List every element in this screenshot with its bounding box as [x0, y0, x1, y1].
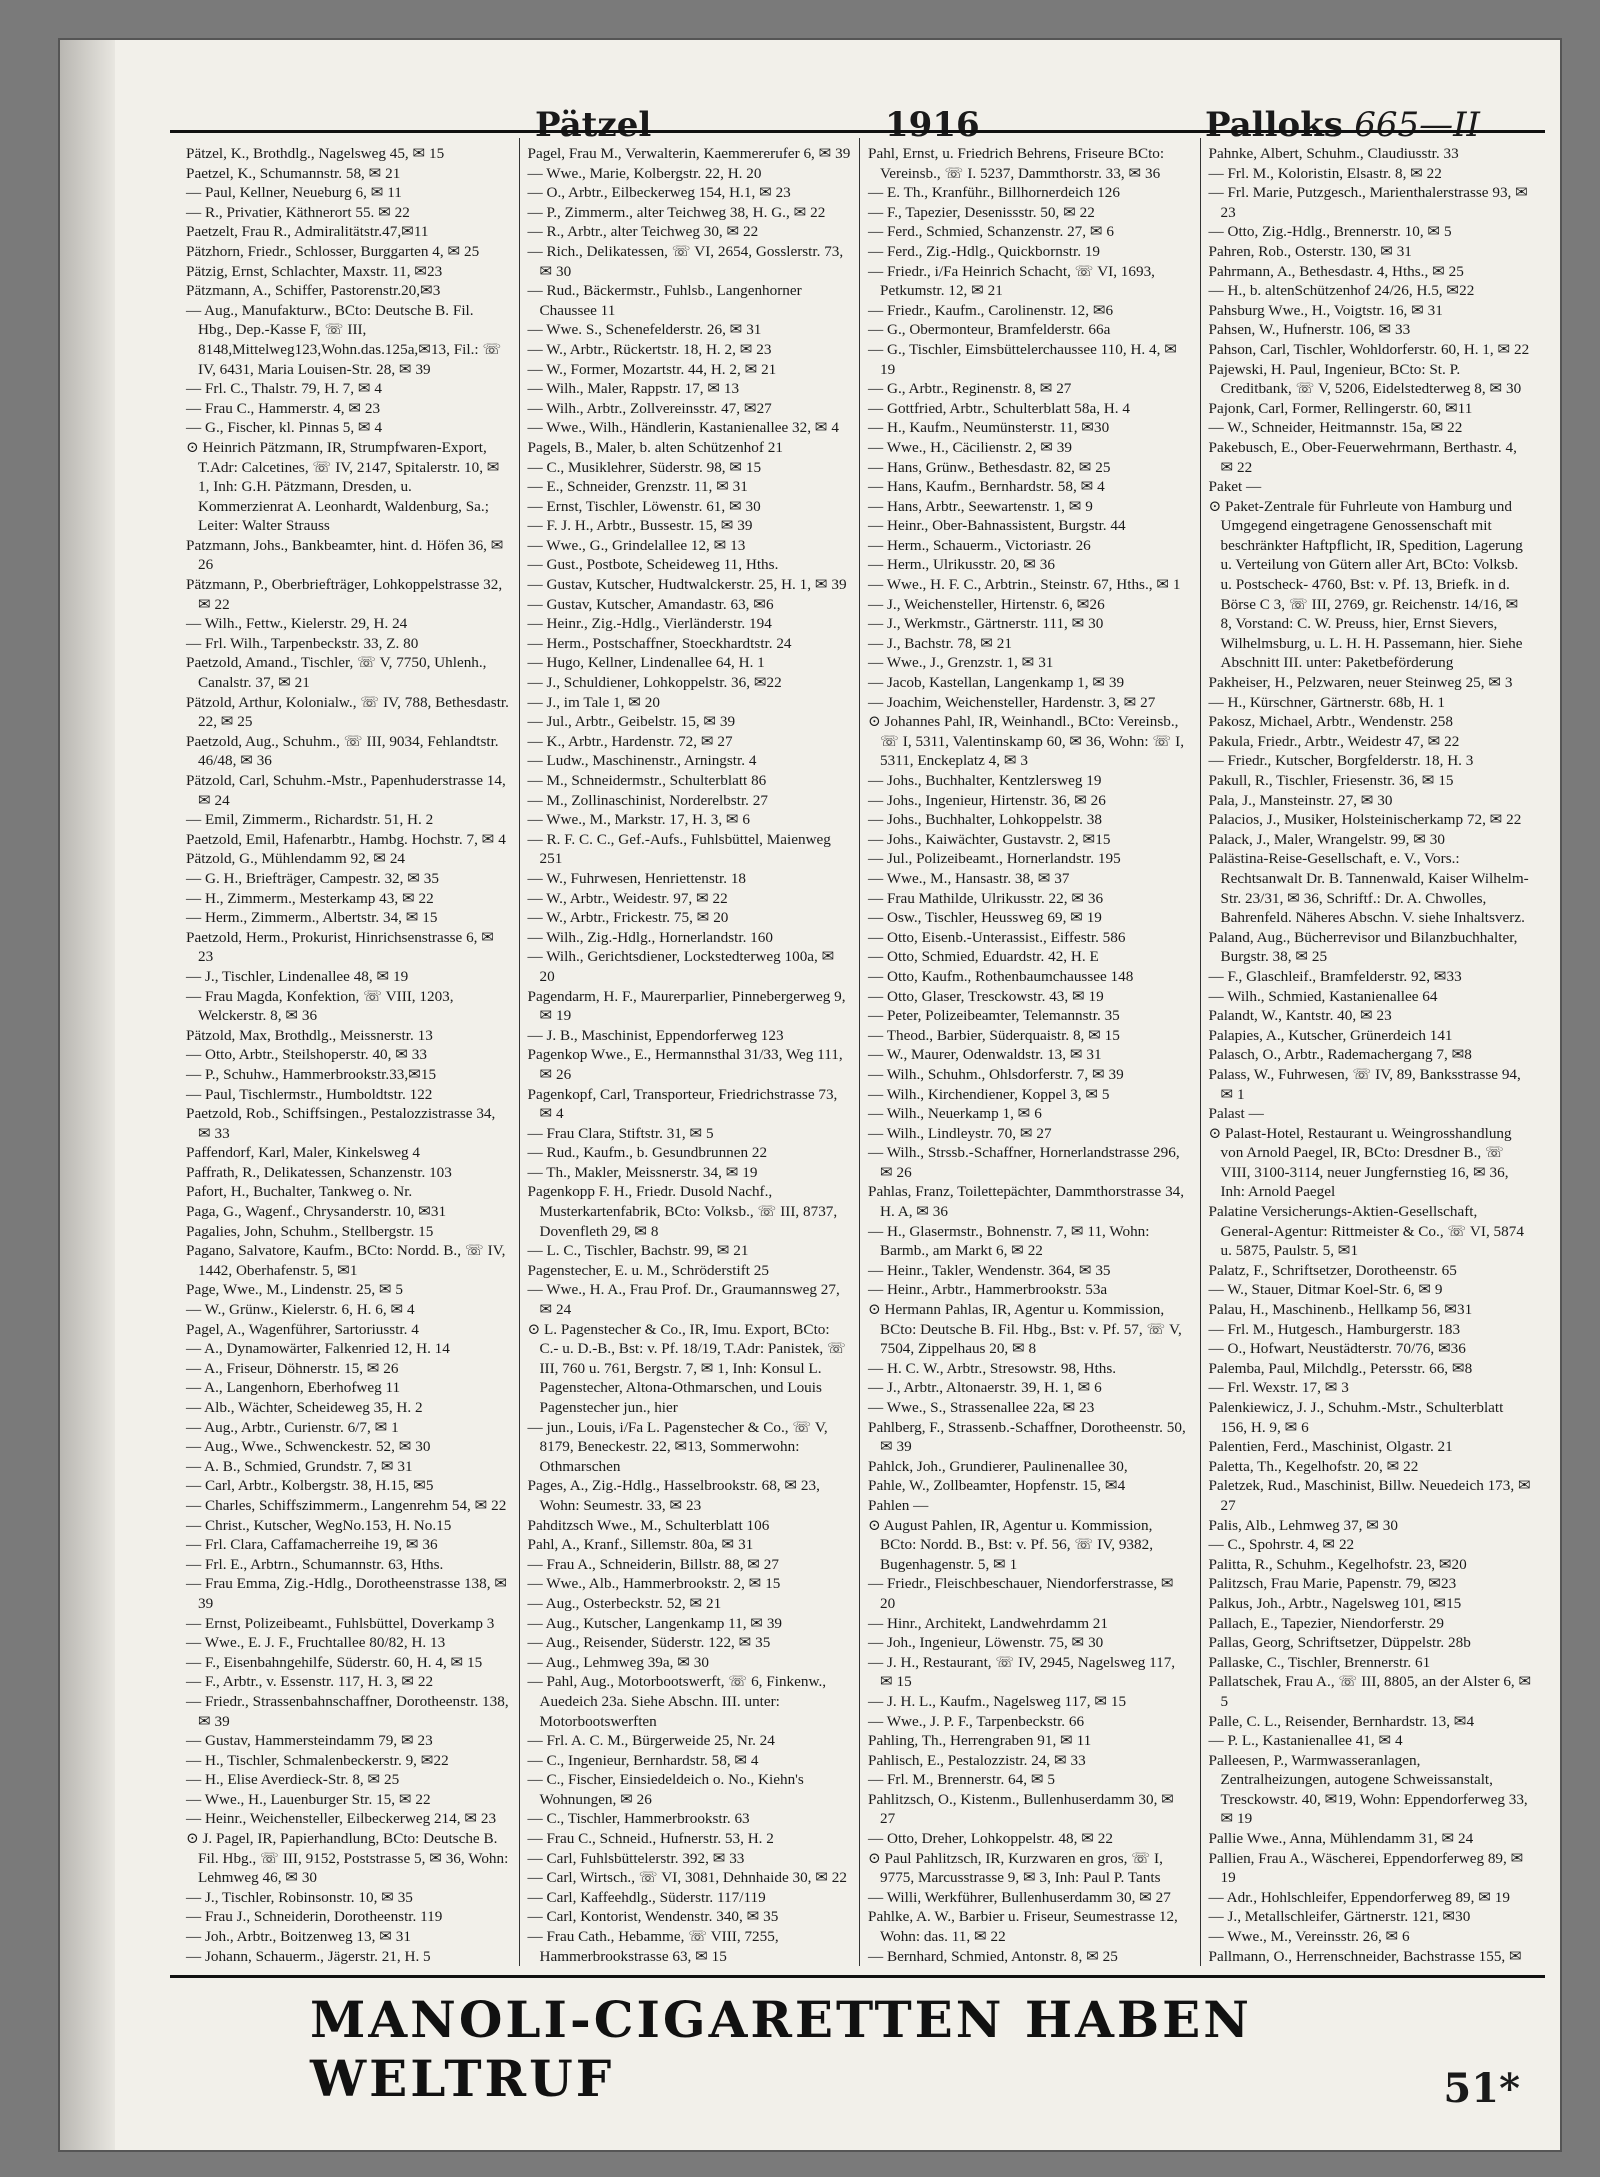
- directory-entry: — Charles, Schiffszimmerm., Langenrehm 54, ✉ 22: [186, 1496, 507, 1514]
- directory-entry: — J., Bachstr. 78, ✉ 21: [868, 634, 1012, 652]
- directory-entry: Pätzold, Max, Brothdlg., Meissnerstr. 13: [186, 1026, 433, 1044]
- directory-entry: — Frau J., Schneiderin, Dorotheenstr. 119: [186, 1908, 443, 1926]
- directory-entry: — H., Kaufm., Neumünsterstr. 11, ✉30: [868, 419, 1110, 437]
- directory-entry: Pagano, Salvatore, Kaufm., BCto: Nordd. B., ☏ IV, 1442, Oberhafenstr. 5, ✉1: [186, 1242, 506, 1279]
- directory-entry: — Frau Magda, Konfektion, ☏ VIII, 1203, Welckerstr. 8, ✉ 36: [186, 987, 454, 1025]
- directory-entry: — Wwe., M., Hansastr. 38, ✉ 37: [868, 869, 1070, 887]
- directory-entry: — Frl. A. C. M., Bürgerweide 25, Nr. 24: [527, 1732, 775, 1750]
- directory-entry: — jun., Louis, i/Fa L. Pagenstecher & Co., ☏ V, 8179, Beneckestr. 22, ✉13, Sommerwohn: Othmarschen: [527, 1418, 828, 1475]
- directory-entry: Palacios, J., Musiker, Holsteinischerkamp 72, ✉ 22: [1208, 811, 1522, 829]
- directory-entry: — Jul., Arbtr., Geibelstr. 15, ✉ 39: [527, 713, 736, 731]
- directory-entry: — Christ., Kutscher, WegNo.153, H. No.15: [186, 1516, 452, 1534]
- directory-entry: Pahsburg Wwe., H., Voigtstr. 16, ✉ 31: [1208, 301, 1443, 319]
- directory-entry: — H., Elise Averdieck-Str. 8, ✉ 25: [186, 1771, 400, 1789]
- directory-entry: Pallien, Frau A., Wäscherei, Eppendorferweg 89, ✉ 19: [1208, 1849, 1524, 1887]
- directory-entry: Pagenkopp F. H., Friedr. Dusold Nachf., Musterkartenfabrik, BCto: Volksb., ☏ III, 8737, Dovenfleth 29, ✉ 8: [527, 1183, 838, 1240]
- directory-entry: — C., Fischer, Einsiedeldeich o. No., Kiehn's Wohnungen, ✉ 26: [527, 1771, 804, 1808]
- directory-entry: — J., Weichensteller, Hirtenstr. 6, ✉26: [868, 595, 1105, 613]
- directory-entry: — Wwe., J., Grenzstr. 1, ✉ 31: [868, 654, 1054, 672]
- directory-entry: Pakebusch, E., Ober-Feuerwehrmann, Berthastr. 4, ✉ 22: [1208, 438, 1517, 476]
- directory-entry: ⊙ Palast-Hotel, Restaurant u. Weingrosshandlung von Arnold Paegel, IR, BCto: Dresdner B., ☏ VIII, 3100-3114, neuer Jungfernstieg 16, ✉ 36, Inh: Arnold Paegel: [1208, 1124, 1512, 1201]
- directory-entry: Paetzelt, Frau R., Admiralitätstr.47,✉11: [186, 223, 429, 241]
- directory-entry: — Rud., Kaufm., b. Gesundbrunnen 22: [527, 1144, 768, 1162]
- directory-entry: — M., Zollinaschinist, Norderelbstr. 27: [527, 791, 768, 809]
- directory-entry: Palatine Versicherungs-Aktien-Gesellschaft, General-Agentur: Rittmeister & Co., ☏ VI, 5874 u. 5875, Paulstr. 5, ✉1: [1208, 1203, 1524, 1260]
- directory-entry: Pakheiser, H., Pelzwaren, neuer Steinweg 25, ✉ 3: [1208, 674, 1513, 692]
- directory-entry: — Wwe., M., Markstr. 17, H. 3, ✉ 6: [527, 811, 751, 829]
- directory-entry: Palitzsch, Frau Marie, Papenstr. 79, ✉23: [1208, 1575, 1457, 1593]
- directory-entry: — Aug., Arbtr., Curienstr. 6/7, ✉ 1: [186, 1418, 399, 1436]
- directory-entry: — Aug., Osterbeckstr. 52, ✉ 21: [527, 1594, 722, 1612]
- directory-entry: — P., Zimmerm., alter Teichweg 38, H. G., ✉ 22: [527, 203, 826, 221]
- directory-entry: Pallie Wwe., Anna, Mühlendamm 31, ✉ 24: [1208, 1830, 1474, 1848]
- directory-entry: — J., Arbtr., Altonaerstr. 39, H. 1, ✉ 6: [868, 1379, 1102, 1397]
- directory-entry: — Johs., Buchhalter, Kentzlersweg 19: [868, 772, 1102, 789]
- directory-entry: — H., Kürschner, Gärtnerstr. 68b, H. 1: [1208, 693, 1445, 711]
- directory-entry: — Herm., Zimmerm., Albertstr. 34, ✉ 15: [186, 909, 438, 927]
- directory-entry: Paetzold, Rob., Schiffsingen., Pestalozzistrasse 34, ✉ 33: [186, 1105, 496, 1142]
- directory-entry: — Aug., Lehmweg 39a, ✉ 30: [527, 1653, 709, 1671]
- directory-entry: — Hugo, Kellner, Lindenallee 64, H. 1: [527, 654, 765, 672]
- directory-entry: — Wilh., Lindleystr. 70, ✉ 27: [868, 1124, 1052, 1142]
- directory-entry: — Frl. M., Hutgesch., Hamburgerstr. 183: [1208, 1320, 1461, 1338]
- directory-entry: — R. F. C. C., Gef.-Aufs., Fuhlsbüttel, Maienweg 251: [527, 830, 831, 868]
- directory-entry: — J. H., Restaurant, ☏ IV, 2945, Nagelsweg 117, ✉ 15: [868, 1653, 1176, 1691]
- directory-entry: — Wwe., H., Cäcilienstr. 2, ✉ 39: [868, 438, 1072, 456]
- directory-entry: — Wwe., H. F. C., Arbtrin., Steinstr. 67, Hths., ✉ 1: [868, 576, 1181, 594]
- directory-entry: — Wwe., Alb., Hammerbrookstr. 2, ✉ 15: [527, 1575, 781, 1593]
- directory-entry: — Willi, Werkführer, Bullenhuserdamm 30, ✉ 27: [868, 1888, 1171, 1906]
- directory-entry: — Adr., Hohlschleifer, Eppendorferweg 89, ✉ 19: [1208, 1888, 1510, 1906]
- directory-entry: — Otto, Glaser, Tresckowstr. 43, ✉ 19: [868, 987, 1104, 1005]
- directory-entry: Pahle, W., Zollbeamter, Hopfenstr. 15, ✉4: [868, 1477, 1126, 1495]
- directory-entry: Palast —: [1208, 1105, 1264, 1123]
- directory-entry: Pahson, Carl, Tischler, Wohldorferstr. 60, H. 1, ✉ 22: [1208, 340, 1530, 358]
- directory-entry: — J., Schuldiener, Lohkoppelstr. 36, ✉22: [527, 674, 782, 692]
- directory-entry: Pagel, A., Wagenführer, Sartoriusstr. 4: [186, 1320, 419, 1338]
- directory-entry: — Wwe., Marie, Kolbergstr. 22, H. 20: [527, 164, 762, 182]
- directory-entry: — Hans, Grünw., Bethesdastr. 82, ✉ 25: [868, 458, 1111, 476]
- directory-entry: — Joh., Ingenieur, Löwenstr. 75, ✉ 30: [868, 1634, 1104, 1652]
- directory-entry: Pahl, Ernst, u. Friedrich Behrens, Friseure BCto: Vereinsb., ☏ I. 5237, Dammthorstr. 33, ✉ 36: [868, 145, 1165, 182]
- directory-entry: — Wwe. S., Schenefelderstr. 26, ✉ 31: [527, 321, 762, 339]
- directory-entry: Palass, W., Fuhrwesen, ☏ IV, 89, Banksstrasse 94, ✉ 1: [1208, 1065, 1521, 1103]
- directory-entry: — Ernst, Polizeibeamt., Fuhlsbüttel, Doverkamp 3: [186, 1614, 495, 1632]
- directory-entry: ⊙ J. Pagel, IR, Papierhandlung, BCto: Deutsche B. Fil. Hbg., ☏ III, 9152, Poststrasse 5, ✉ 36, Wohn: Lehmweg 46, ✉ 30: [186, 1830, 509, 1887]
- directory-entry: Paetzold, Herm., Prokurist, Hinrichsenstrasse 6, ✉ 23: [186, 928, 494, 966]
- directory-entry: — Wilh., Schmied, Kastanienallee 64: [1208, 987, 1438, 1005]
- directory-entry: — Otto, Zig.-Hdlg., Brennerstr. 10, ✉ 5: [1208, 223, 1452, 241]
- directory-entry: — Bernhard, Schmied, Antonstr. 8, ✉ 25: [868, 1947, 1118, 1965]
- directory-entry: — W., Schneider, Heitmannstr. 15a, ✉ 22: [1208, 419, 1463, 437]
- directory-entry: Pätzold, Carl, Schuhm.-Mstr., Papenhuderstrasse 14, ✉ 24: [186, 772, 506, 809]
- directory-entry: — W., Former, Mozartstr. 44, H. 2, ✉ 21: [527, 360, 777, 378]
- advertisement-banner: MANOLI-CIGARETTEN HABEN WELTRUF: [310, 1990, 1252, 2108]
- directory-entry: — Frl. Wilh., Tarpenbeckstr. 33, Z. 80: [186, 634, 419, 652]
- directory-columns: [178, 138, 1540, 1966]
- directory-entry: — Aug., Reisender, Süderstr. 122, ✉ 35: [527, 1634, 771, 1652]
- directory-entry: — G., Tischler, Eimsbüttelerchaussee 110, H. 4, ✉ 19: [868, 340, 1177, 378]
- directory-entry: Pala, J., Mansteinstr. 27, ✉ 30: [1208, 791, 1393, 809]
- directory-entry: Pajonk, Carl, Former, Rellingerstr. 60, ✉11: [1208, 399, 1473, 417]
- directory-entry: — Carl, Kaffeehdlg., Süderstr. 117/119: [527, 1888, 766, 1906]
- directory-entry: — Ferd., Zig.-Hdlg., Quickbornstr. 19: [868, 242, 1101, 260]
- directory-entry: — K., Arbtr., Hardenstr. 72, ✉ 27: [527, 732, 733, 750]
- directory-entry: — L. C., Tischler, Bachstr. 99, ✉ 21: [527, 1242, 749, 1260]
- footer-rule: [170, 1975, 1545, 1978]
- directory-entry: Pagel, Frau M., Verwalterin, Kaemmererufer 6, ✉ 39: [527, 145, 851, 162]
- directory-entry: — Gust., Postbote, Scheideweg 11, Hths.: [527, 556, 779, 574]
- directory-entry: Pallatschek, Frau A., ☏ III, 8805, an der Alster 6, ✉ 5: [1208, 1673, 1532, 1710]
- directory-entry: Pahnke, Albert, Schuhm., Claudiusstr. 33: [1208, 145, 1459, 162]
- column-2: [519, 138, 860, 1966]
- directory-entry: — Pahl, Aug., Motorbootswerft, ☏ 6, Finkenw., Auedeich 23a. Siehe Abschn. III. unter: Motorbootswerften: [527, 1673, 827, 1730]
- directory-entry: — Frl. M., Koloristin, Elsastr. 8, ✉ 22: [1208, 164, 1442, 182]
- directory-entry: — Friedr., Fleischbeschauer, Niendorferstrasse, ✉ 20: [868, 1575, 1174, 1612]
- directory-entry: Pahlck, Joh., Grundierer, Paulinenallee 30,: [868, 1457, 1128, 1475]
- directory-entry: Palästina-Reise-Gesellschaft, e. V., Vors.: Rechtsanwalt Dr. B. Tannenwald, Kaiser Wilhelm-Str. 23/31, ✉ 36, Schriftf.: Dr. A. Chwolles, Bahrenfeld. Näheres Abschn. V. siehe Inhaltsverz.: [1208, 850, 1529, 927]
- directory-entry: — Ferd., Schmied, Schanzenstr. 27, ✉ 6: [868, 223, 1114, 241]
- directory-entry: — W., Stauer, Ditmar Koel-Str. 6, ✉ 9: [1208, 1281, 1443, 1299]
- directory-entry: — Herm., Postschaffner, Stoeckhardtstr. 24: [527, 634, 792, 652]
- directory-entry: — Jul., Polizeibeamt., Hornerlandstr. 195: [868, 850, 1121, 868]
- directory-entry: Palle, C. L., Reisender, Bernhardstr. 13, ✉4: [1208, 1712, 1475, 1730]
- directory-entry: — F., Arbtr., v. Essenstr. 117, H. 3, ✉ 22: [186, 1673, 434, 1691]
- directory-entry: — Wwe., M., Vereinsstr. 26, ✉ 6: [1208, 1928, 1410, 1946]
- directory-entry: — Wilh., Zig.-Hdlg., Hornerlandstr. 160: [527, 928, 773, 946]
- directory-entry: — A., Dynamowärter, Falkenried 12, H. 14: [186, 1340, 450, 1358]
- directory-entry: — Wwe., H. A., Frau Prof. Dr., Graumannsweg 27, ✉ 24: [527, 1281, 840, 1319]
- directory-entry: — Heinr., Ober-Bahnassistent, Burgstr. 44: [868, 517, 1126, 535]
- directory-entry: Pahling, Th., Herrengraben 91, ✉ 11: [868, 1732, 1092, 1750]
- directory-entry: Palis, Alb., Lehmweg 37, ✉ 30: [1208, 1516, 1398, 1534]
- directory-entry: — Otto, Dreher, Lohkoppelstr. 48, ✉ 22: [868, 1830, 1113, 1848]
- directory-entry: — Carl, Kontorist, Wendenstr. 340, ✉ 35: [527, 1908, 779, 1926]
- directory-entry: — Hinr., Architekt, Landwehrdamm 21: [868, 1614, 1108, 1632]
- directory-entry: — J., Metallschleifer, Gärtnerstr. 121, ✉30: [1208, 1908, 1471, 1926]
- directory-entry: Paket —: [1208, 478, 1262, 496]
- directory-entry: — F., Eisenbahngehilfe, Süderstr. 60, H. 4, ✉ 15: [186, 1653, 483, 1671]
- directory-entry: — Rud., Bäckermstr., Fuhlsb., Langenhorner Chaussee 11: [527, 282, 802, 319]
- directory-entry: Pätzmann, P., Oberbriefträger, Lohkoppelstrasse 32, ✉ 22: [186, 576, 503, 613]
- directory-entry: ⊙ Johannes Pahl, IR, Weinhandl., BCto: Vereinsb., ☏ I, 5311, Valentinskamp 60, ✉ 36, Wohn: ☏ I, 5311, Enckeplatz 4, ✉ 3: [868, 713, 1184, 770]
- column-4: [1200, 138, 1541, 1966]
- directory-entry: Pahditzsch Wwe., M., Schulterblatt 106: [527, 1516, 770, 1534]
- directory-entry: — Frau A., Schneiderin, Billstr. 88, ✉ 27: [527, 1555, 779, 1573]
- directory-entry: Palentien, Ferd., Maschinist, Olgastr. 21: [1208, 1438, 1453, 1456]
- directory-entry: Pagenkopf, Carl, Transporteur, Friedrichstrasse 73, ✉ 4: [527, 1085, 838, 1123]
- directory-entry: — Herm., Ulrikusstr. 20, ✉ 36: [868, 556, 1055, 574]
- directory-entry: — J., Tischler, Lindenallee 48, ✉ 19: [186, 967, 409, 985]
- directory-entry: — J., Tischler, Robinsonstr. 10, ✉ 35: [186, 1888, 413, 1906]
- directory-entry: Paga, G., Wagenf., Chrysanderstr. 10, ✉31: [186, 1203, 447, 1221]
- directory-entry: — Frl. E., Arbtrn., Schumannstr. 63, Hths.: [186, 1555, 444, 1573]
- directory-entry: — C., Ingenieur, Bernhardstr. 58, ✉ 4: [527, 1751, 759, 1769]
- directory-entry: Pahlisch, E., Pestalozzistr. 24, ✉ 33: [868, 1751, 1086, 1769]
- directory-entry: — Frl. C., Thalstr. 79, H. 7, ✉ 4: [186, 380, 382, 398]
- header-rule: [170, 130, 1545, 133]
- directory-entry: Paletta, Th., Kegelhofstr. 20, ✉ 22: [1208, 1457, 1419, 1475]
- directory-entry: — Joh., Arbtr., Boitzenweg 13, ✉ 31: [186, 1928, 411, 1946]
- directory-entry: — Gustav, Hammersteindamm 79, ✉ 23: [186, 1732, 433, 1750]
- directory-entry: — W., Fuhrwesen, Henriettenstr. 18: [527, 869, 747, 887]
- directory-entry: — G., Obermonteur, Bramfelderstr. 66a: [868, 321, 1111, 339]
- directory-entry: — Wilh., Schuhm., Ohlsdorferstr. 7, ✉ 39: [868, 1065, 1124, 1083]
- directory-entry: — Carl, Arbtr., Kolbergstr. 38, H.15, ✉5: [186, 1477, 434, 1495]
- directory-entry: Pahlberg, F., Strassenb.-Schaffner, Dorotheenstr. 50, ✉ 39: [868, 1418, 1186, 1456]
- directory-entry: — W., Grünw., Kielerstr. 6, H. 6, ✉ 4: [186, 1301, 415, 1319]
- directory-entry: — Wwe., G., Grindelallee 12, ✉ 13: [527, 536, 746, 554]
- directory-entry: Palatz, F., Schriftsetzer, Dorotheenstr. 65: [1208, 1261, 1457, 1279]
- directory-entry: Pakosz, Michael, Arbtr., Wendenstr. 258: [1208, 713, 1453, 731]
- directory-entry: — J. B., Maschinist, Eppendorferweg 123: [527, 1026, 784, 1044]
- directory-entry: — Heinr., Zig.-Hdlg., Vierländerstr. 194: [527, 615, 772, 633]
- directory-entry: — Wilh., Neuerkamp 1, ✉ 6: [868, 1105, 1042, 1123]
- directory-entry: — Ernst, Tischler, Löwenstr. 61, ✉ 30: [527, 497, 761, 515]
- directory-entry: — O., Hofwart, Neustädterstr. 70/76, ✉36: [1208, 1340, 1466, 1358]
- directory-entry: — E. Th., Kranführ., Billhornerdeich 126: [868, 184, 1120, 202]
- directory-entry: — C., Musiklehrer, Süderstr. 98, ✉ 15: [527, 458, 762, 476]
- directory-entry: — Johs., Ingenieur, Hirtenstr. 36, ✉ 26: [868, 791, 1106, 809]
- header-left-name: Pätzel: [535, 105, 652, 145]
- directory-entry: Pahl, A., Kranf., Sillemstr. 80a, ✉ 31: [527, 1536, 754, 1554]
- directory-entry: Pahren, Rob., Osterstr. 130, ✉ 31: [1208, 242, 1412, 260]
- directory-entry: Palenkiewicz, J. J., Schuhm.-Mstr., Schulterblatt 156, H. 9, ✉ 6: [1208, 1399, 1504, 1436]
- directory-entry: — Jacob, Kastellan, Langenkamp 1, ✉ 39: [868, 674, 1125, 692]
- directory-entry: — Frau Clara, Stiftstr. 31, ✉ 5: [527, 1124, 714, 1142]
- directory-entry: Pätzig, Ernst, Schlachter, Maxstr. 11, ✉23: [186, 262, 443, 280]
- directory-entry: — W., Maurer, Odenwaldstr. 13, ✉ 31: [868, 1046, 1102, 1064]
- directory-entry: — W., Arbtr., Frickestr. 75, ✉ 20: [527, 909, 729, 927]
- directory-entry: — A., Friseur, Döhnerstr. 15, ✉ 26: [186, 1359, 399, 1377]
- directory-entry: — H., Glasermstr., Bohnenstr. 7, ✉ 11, Wohn: Barmb., am Markt 6, ✉ 22: [868, 1222, 1150, 1260]
- directory-entry: — O., Arbtr., Eilbeckerweg 154, H.1, ✉ 23: [527, 184, 791, 202]
- directory-entry: — C., Spohrstr. 4, ✉ 22: [1208, 1536, 1355, 1554]
- directory-entry: Palandt, W., Kantstr. 40, ✉ 23: [1208, 1007, 1392, 1025]
- column-1: [178, 138, 519, 1966]
- directory-entry: — Joachim, Weichensteller, Hardenstr. 3, ✉ 27: [868, 693, 1156, 711]
- directory-entry: Pätzold, Arthur, Kolonialw., ☏ IV, 788, Bethesdastr. 22, ✉ 25: [186, 693, 509, 731]
- directory-entry: Pahlen —: [868, 1496, 929, 1514]
- directory-entry: Patzmann, Johs., Bankbeamter, hint. d. Höfen 36, ✉ 26: [186, 536, 504, 574]
- directory-entry: — Wwe., Wilh., Händlerin, Kastanienallee 32, ✉ 4: [527, 419, 839, 437]
- directory-entry: — Wilh., Fettw., Kielerstr. 29, H. 24: [186, 615, 408, 633]
- directory-entry: — H., b. altenSchützenhof 24/26, H.5, ✉22: [1208, 282, 1475, 300]
- directory-entry: — Wilh., Gerichtsdiener, Lockstedterweg 100a, ✉ 20: [527, 948, 835, 985]
- directory-entry: — Johs., Buchhalter, Lohkoppelstr. 38: [868, 811, 1102, 829]
- directory-entry: — Aug., Manufakturw., BCto: Deutsche B. Fil. Hbg., Dep.-Kasse F, ☏ III, 8148,Mittelweg123,Wohn.das.125a,✉13, Fil.: ☏ IV, 6431, Maria Louisen-Str. 28, ✉ 39: [186, 301, 502, 378]
- directory-entry: — W., Arbtr., Rückertstr. 18, H. 2, ✉ 23: [527, 340, 772, 358]
- directory-entry: Pallaske, C., Tischler, Brennerstr. 61: [1208, 1653, 1431, 1671]
- directory-entry: Pahrmann, A., Bethesdastr. 4, Hths., ✉ 25: [1208, 262, 1464, 280]
- directory-entry: — W., Arbtr., Weidestr. 97, ✉ 22: [527, 889, 728, 907]
- directory-entry: Paetzold, Aug., Schuhm., ☏ III, 9034, Fehlandtstr. 46/48, ✉ 36: [186, 732, 499, 770]
- directory-entry: ⊙ August Pahlen, IR, Agentur u. Kommission, BCto: Nordd. B., Bst: v. Pf. 56, ☏ IV, 9382, Bugenhagenstr. 5, ✉ 1: [868, 1516, 1153, 1573]
- directory-entry: — Gustav, Kutscher, Hudtwalckerstr. 25, H. 1, ✉ 39: [527, 576, 847, 594]
- directory-entry: — Wilh., Maler, Rappstr. 17, ✉ 13: [527, 380, 740, 398]
- directory-entry: — Gustav, Kutscher, Amandastr. 63, ✉6: [527, 595, 774, 613]
- directory-entry: Palleesen, P., Warmwasseranlagen, Zentralheizungen, autogene Schweissanstalt, Tresckowstr. 40, ✉19, Wohn: Eppendorferweg 33, ✉ 19: [1208, 1751, 1528, 1828]
- directory-entry: — Friedr., i/Fa Heinrich Schacht, ☏ VI, 1693, Petkumstr. 12, ✉ 21: [868, 262, 1155, 300]
- directory-entry: Pafort, H., Buchalter, Tankweg o. Nr.: [186, 1183, 413, 1201]
- directory-entry: — Friedr., Strassenbahnschaffner, Dorotheenstr. 138, ✉ 39: [186, 1692, 509, 1730]
- directory-entry: Pallach, E., Tapezier, Niendorferstr. 29: [1208, 1614, 1444, 1632]
- directory-entry: — E., Schneider, Grenzstr. 11, ✉ 31: [527, 478, 748, 496]
- directory-entry: — Otto, Kaufm., Rothenbaumchaussee 148: [868, 967, 1134, 985]
- directory-entry: ⊙ Paul Pahlitzsch, IR, Kurzwaren en gros, ☏ I, 9775, Marcusstrasse 9, ✉ 3, Inh: Paul P. Tants: [868, 1849, 1163, 1887]
- page-binding-edge: [60, 40, 115, 2150]
- directory-entry: — Otto, Arbtr., Steilshoperstr. 40, ✉ 33: [186, 1046, 427, 1064]
- directory-entry: — Heinr., Weichensteller, Eilbeckerweg 214, ✉ 23: [186, 1810, 497, 1828]
- directory-entry: — Wilh., Kirchendiener, Koppel 3, ✉ 5: [868, 1085, 1110, 1103]
- directory-entry: — Th., Makler, Meissnerstr. 34, ✉ 19: [527, 1163, 758, 1181]
- directory-entry: — Emil, Zimmerm., Richardstr. 51, H. 2: [186, 811, 434, 829]
- directory-entry: Pages, A., Zig.-Hdlg., Hasselbrookstr. 68, ✉ 23, Wohn: Seumestr. 33, ✉ 23: [527, 1477, 820, 1514]
- directory-entry: Pagenstecher, E. u. M., Schröderstift 25: [527, 1261, 769, 1279]
- directory-entry: — A., Langenhorn, Eberhofweg 11: [186, 1379, 401, 1397]
- directory-entry: — H., Zimmerm., Mesterkamp 43, ✉ 22: [186, 889, 434, 907]
- directory-entry: — G., Fischer, kl. Pinnas 5, ✉ 4: [186, 419, 383, 437]
- directory-entry: — Otto, Schmied, Eduardstr. 42, H. E: [868, 948, 1099, 966]
- directory-entry: — Carl, Wirtsch., ☏ VI, 3081, Dehnhaide 30, ✉ 22: [527, 1869, 847, 1887]
- directory-entry: — Aug., Kutscher, Langenkamp 11, ✉ 39: [527, 1614, 783, 1632]
- directory-entry: — Carl, Fuhlsbüttelerstr. 392, ✉ 33: [527, 1849, 745, 1867]
- column-3: [859, 138, 1200, 1966]
- directory-entry: — Wwe., E. J. F., Fruchtallee 80/82, H. 13: [186, 1634, 446, 1652]
- directory-entry: Page, Wwe., M., Lindenstr. 25, ✉ 5: [186, 1281, 404, 1299]
- directory-entry: Palapies, A., Kutscher, Grünerdeich 141: [1208, 1026, 1453, 1044]
- directory-entry: Pahsen, W., Hufnerstr. 106, ✉ 33: [1208, 321, 1411, 339]
- header-right-name: Palloks: [1205, 105, 1343, 145]
- directory-entry: Paetzel, K., Schumannstr. 58, ✉ 21: [186, 164, 401, 182]
- directory-entry: — G. H., Briefträger, Campestr. 32, ✉ 35: [186, 869, 439, 887]
- header-year: 1916: [885, 105, 980, 145]
- directory-entry: — Johs., Kaiwächter, Gustavstr. 2, ✉15: [868, 830, 1111, 848]
- directory-entry: — H., Tischler, Schmalenbeckerstr. 9, ✉22: [186, 1751, 449, 1769]
- directory-entry: — J., im Tale 1, ✉ 20: [527, 693, 660, 711]
- directory-entry: — F., Tapezier, Desenissstr. 50, ✉ 22: [868, 203, 1095, 221]
- header-page-number: 665—II: [1354, 105, 1480, 145]
- directory-entry: Palau, H., Maschinenb., Hellkamp 56, ✉31: [1208, 1301, 1473, 1319]
- directory-entry: — Frl. Wexstr. 17, ✉ 3: [1208, 1379, 1349, 1397]
- directory-entry: Paetzold, Amand., Tischler, ☏ V, 7750, Uhlenh., Canalstr. 37, ✉ 21: [186, 654, 487, 692]
- directory-entry: Pätzold, G., Mühlendamm 92, ✉ 24: [186, 850, 406, 868]
- directory-entry: — Otto, Eisenb.-Unterassist., Eiffestr. 586: [868, 928, 1126, 946]
- directory-entry: — Frl. Marie, Putzgesch., Marienthalerstrasse 93, ✉ 23: [1208, 184, 1528, 221]
- directory-entry: — Ludw., Maschinenstr., Arningstr. 4: [527, 752, 757, 770]
- directory-entry: Palitta, R., Schuhm., Kegelhofstr. 23, ✉20: [1208, 1555, 1467, 1573]
- directory-entry: ⊙ Hermann Pahlas, IR, Agentur u. Kommission, BCto: Deutsche B. Fil. Hbg., Bst: v. Pf. 57, ☏ V, 7504, Zippelhaus 20, ✉ 8: [868, 1301, 1182, 1358]
- directory-entry: Pagalies, John, Schuhm., Stellbergstr. 15: [186, 1222, 434, 1240]
- directory-entry: — Wilh., Strssb.-Schaffner, Hornerlandstrasse 296, ✉ 26: [868, 1144, 1180, 1181]
- directory-entry: — Herm., Schauerm., Victoriastr. 26: [868, 536, 1091, 554]
- directory-entry: — Heinr., Arbtr., Hammerbrookstr. 53a: [868, 1281, 1108, 1299]
- directory-entry: — Rich., Delikatessen, ☏ VI, 2654, Gosslerstr. 73, ✉ 30: [527, 242, 844, 280]
- directory-entry: Pallmann, O., Herrenschneider, Bachstrasse 155, ✉: [1208, 1947, 1522, 1965]
- directory-entry: ⊙ L. Pagenstecher & Co., IR, Imu. Export, BCto: C.- u. D.-B., Bst: v. Pf. 18/19, T.Adr: Panistek, ☏ III, 760 u. 761, Bergstr. 7, ✉ 1, Inh: Konsul L. Pagenstecher, Altona-Othmarschen, und Louis Pagenstecher jun., hier: [527, 1320, 846, 1416]
- directory-entry: — Wwe., J. P. F., Tarpenbeckstr. 66: [868, 1712, 1085, 1730]
- directory-entry: Pätzmann, A., Schiffer, Pastorenstr.20,✉3: [186, 282, 441, 300]
- directory-entry: Pahlitzsch, O., Kistenm., Bullenhuserdamm 30, ✉ 27: [868, 1790, 1174, 1828]
- directory-entry: — Johann, Schauerm., Jägerstr. 21, H. 5: [186, 1947, 431, 1965]
- directory-entry: — Frau Emma, Zig.-Hdlg., Dorotheenstrasse 138, ✉ 39: [186, 1575, 508, 1612]
- directory-entry: — Friedr., Kutscher, Borgfelderstr. 18, H. 3: [1208, 752, 1474, 770]
- directory-entry: — Peter, Polizeibeamter, Telemannstr. 35: [868, 1007, 1120, 1025]
- directory-entry: — Frau C., Schneid., Hufnerstr. 53, H. 2: [527, 1830, 774, 1848]
- directory-entry: — Aug., Wwe., Schwenckestr. 52, ✉ 30: [186, 1438, 431, 1456]
- directory-entry: Pätzhorn, Friedr., Schlosser, Burggarten 4, ✉ 25: [186, 242, 480, 260]
- directory-entry: — Frau C., Hammerstr. 4, ✉ 23: [186, 399, 381, 417]
- directory-entry: — Frau Mathilde, Ulrikusstr. 22, ✉ 36: [868, 889, 1104, 907]
- directory-entry: — Alb., Wächter, Scheideweg 35, H. 2: [186, 1399, 423, 1416]
- directory-entry: — Heinr., Takler, Wendenstr. 364, ✉ 35: [868, 1261, 1111, 1279]
- directory-entry: Palack, J., Maler, Wrangelstr. 99, ✉ 30: [1208, 830, 1445, 848]
- directory-entry: — Hans, Kaufm., Bernhardstr. 58, ✉ 4: [868, 478, 1105, 496]
- directory-entry: — Wilh., Arbtr., Zollvereinsstr. 47, ✉27: [527, 399, 772, 417]
- directory-entry: — Friedr., Kaufm., Carolinenstr. 12, ✉6: [868, 301, 1114, 319]
- directory-entry: — Frl. M., Brennerstr. 64, ✉ 5: [868, 1771, 1055, 1789]
- directory-entry: — P., Schuhw., Hammerbrookstr.33,✉15: [186, 1065, 437, 1083]
- directory-entry: — M., Schneidermstr., Schulterblatt 86: [527, 772, 767, 789]
- directory-entry: — J. H. L., Kaufm., Nagelsweg 117, ✉ 15: [868, 1692, 1127, 1710]
- directory-entry: Pakula, Friedr., Arbtr., Weidestr 47, ✉ 22: [1208, 732, 1460, 750]
- directory-entry: Pallas, Georg, Schriftsetzer, Düppelstr. 28b: [1208, 1634, 1471, 1652]
- directory-entry: Pätzel, K., Brothdlg., Nagelsweg 45, ✉ 15: [186, 145, 445, 162]
- directory-entry: Pahlke, A. W., Barbier u. Friseur, Seumestrasse 12, Wohn: das. 11, ✉ 22: [868, 1908, 1178, 1946]
- directory-entry: — R., Arbtr., alter Teichweg 30, ✉ 22: [527, 223, 759, 241]
- directory-entry: — Osw., Tischler, Heussweg 69, ✉ 19: [868, 909, 1102, 927]
- directory-entry: — P. L., Kastanienallee 41, ✉ 4: [1208, 1732, 1403, 1750]
- directory-entry: Pagels, B., Maler, b. alten Schützenhof 21: [527, 438, 783, 456]
- directory-entry: — Paul, Kellner, Neueburg 6, ✉ 11: [186, 184, 402, 202]
- directory-entry: — Hans, Arbtr., Seewartenstr. 1, ✉ 9: [868, 497, 1093, 515]
- directory-entry: — J., Werkmstr., Gärtnerstr. 111, ✉ 30: [868, 615, 1104, 633]
- directory-entry: — F., Glaschleif., Bramfelderstr. 92, ✉33: [1208, 967, 1462, 985]
- directory-entry: — Frl. Clara, Caffamacherreihe 19, ✉ 36: [186, 1536, 438, 1554]
- printer-signature: 51*: [1443, 2065, 1520, 2112]
- directory-entry: Pajewski, H. Paul, Ingenieur, BCto: St. P. Creditbank, ☏ V, 5206, Eidelstedterweg 8, ✉ 30: [1208, 360, 1522, 398]
- directory-entry: ⊙ Paket-Zentrale für Fuhrleute von Hamburg und Umgegend eingetragene Genossenschaft mit beschränkter Haftpflicht, IR, Spedition, Lagerung u. Verteilung von Gütern aller Art, BCto: Volksb. u. Postscheck- 4760, Bst: v. Pf. 13, Briefk. in d. Börse C 3, ☏ III, 2769, gr. Reichenstr. 14/16, ✉ 8, Vorstand: C. W. Preuss, hier, Ernst Sievers, Wilhelmsburg, u. L. H. H. Passemann, hier. Siehe Abschnitt III. unter: Paketbeförderung: [1208, 497, 1523, 672]
- directory-entry: ⊙ Heinrich Pätzmann, IR, Strumpfwaren-Export, T.Adr: Calcetines, ☏ IV, 2147, Spitalerstr. 10, ✉1, Inh: G.H. Pätzmann, Dresden, u. Kommerzienrat A. Leonhardt, Waldenburg, Sa.; Leiter: Walter Strauss: [186, 438, 500, 535]
- directory-entry: — A. B., Schmied, Grundstr. 7, ✉ 31: [186, 1457, 413, 1475]
- directory-entry: — Theod., Barbier, Süderquaistr. 8, ✉ 15: [868, 1026, 1120, 1044]
- directory-entry: — R., Privatier, Käthnerort 55. ✉ 22: [186, 203, 410, 221]
- directory-entry: — F. J. H., Arbtr., Bussestr. 15, ✉ 39: [527, 517, 753, 535]
- directory-entry: Palkus, Joh., Arbtr., Nagelsweg 101, ✉15: [1208, 1594, 1462, 1612]
- directory-entry: — Frau Cath., Hebamme, ☏ VIII, 7255, Hammerbrookstrasse 63, ✉ 15: [527, 1928, 779, 1965]
- directory-entry: Palemba, Paul, Milchdlg., Petersstr. 66, ✉8: [1208, 1359, 1473, 1377]
- directory-entry: — Wwe., H., Lauenburger Str. 15, ✉ 22: [186, 1790, 431, 1808]
- directory-entry: — C., Tischler, Hammerbrookstr. 63: [527, 1810, 750, 1828]
- directory-entry: — Wwe., S., Strassenallee 22a, ✉ 23: [868, 1399, 1095, 1416]
- directory-entry: Paletzek, Rud., Maschinist, Billw. Neuedeich 173, ✉ 27: [1208, 1477, 1531, 1514]
- directory-entry: Palasch, O., Arbtr., Rademachergang 7, ✉8: [1208, 1046, 1472, 1064]
- directory-entry: — G., Arbtr., Reginenstr. 8, ✉ 27: [868, 380, 1072, 398]
- directory-entry: — H. C. W., Arbtr., Stresowstr. 98, Hths.: [868, 1359, 1117, 1377]
- directory-entry: — Gottfried, Arbtr., Schulterblatt 58a, H. 4: [868, 399, 1130, 417]
- directory-entry: Pagenkop Wwe., E., Hermannsthal 31/33, Weg 111, ✉ 26: [527, 1046, 843, 1083]
- directory-entry: Paetzold, Emil, Hafenarbtr., Hambg. Hochstr. 7, ✉ 4: [186, 830, 506, 848]
- directory-entry: Pagendarm, H. F., Maurerparlier, Pinnebergerweg 9, ✉ 19: [527, 987, 846, 1025]
- directory-entry: — Paul, Tischlermstr., Humboldtstr. 122: [186, 1085, 433, 1103]
- directory-entry: Pahlas, Franz, Toilettepächter, Dammthorstrasse 34, H. A, ✉ 36: [868, 1183, 1185, 1221]
- directory-entry: Paffrath, R., Delikatessen, Schanzenstr. 103: [186, 1163, 452, 1181]
- directory-entry: Pakull, R., Tischler, Friesenstr. 36, ✉ 15: [1208, 772, 1454, 789]
- directory-entry: Paland, Aug., Bücherrevisor und Bilanzbuchhalter, Burgstr. 38, ✉ 25: [1208, 928, 1518, 966]
- directory-entry: Paffendorf, Karl, Maler, Kinkelsweg 4: [186, 1144, 421, 1162]
